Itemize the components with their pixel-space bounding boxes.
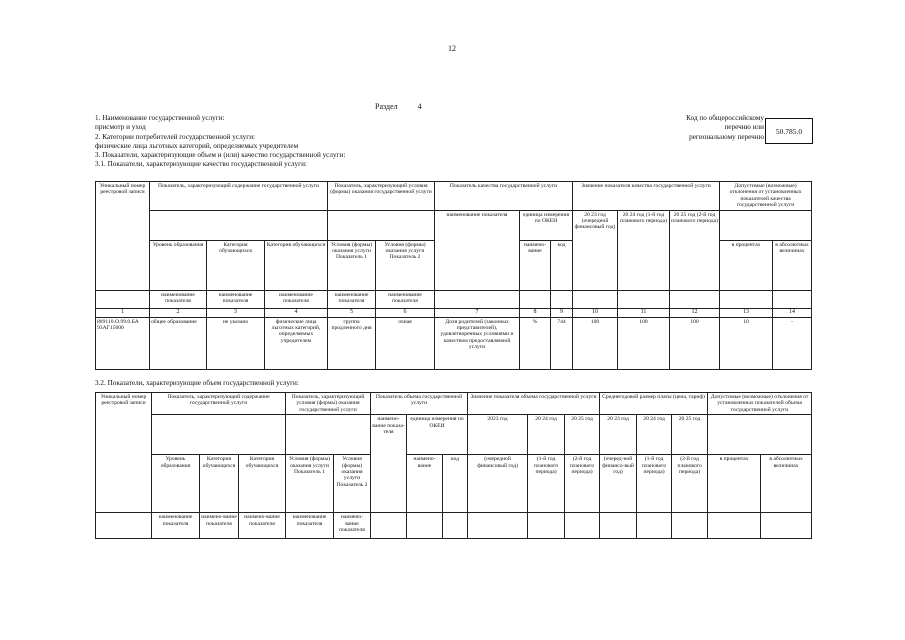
t1-v3: 100 xyxy=(670,317,720,369)
info-line-5: 3. Показатели, характеризующие объем и (или) качество государственной услуги: xyxy=(95,151,346,160)
t2-c-cat1: Категория обучающихся xyxy=(200,455,239,513)
code-label-1: Код по общероссийскому xyxy=(686,114,764,122)
t1-year-3: 20 25 год (2-й год планового периода) xyxy=(670,210,720,290)
t1-h-content: Показатель, характеризующий содержание государственной услуги xyxy=(150,182,328,211)
t2-vy1-desc: (очередной финансовый год) xyxy=(468,455,528,513)
t2-pct: в процентах xyxy=(708,455,761,513)
t2-h-content: Показатель, характеризующий содержание государственной услуги xyxy=(152,393,286,415)
t1-h-cond: Показатель, характеризующий условия (формы) оказания государственной услуги xyxy=(328,182,435,211)
t1-data-row xyxy=(96,317,812,369)
t2-vy3-desc: (2-й год планового периода) xyxy=(565,455,600,513)
t2-ind-2: наимено-вание показателя xyxy=(200,513,239,539)
t2-py2-desc: (1-й год планового периода) xyxy=(637,455,672,513)
t1-level: общее образование xyxy=(150,317,207,369)
t2-py2-year: 20 24 год xyxy=(643,416,665,423)
t1-pct: в процентах xyxy=(720,240,773,290)
t1-h-quality: Показатель качества государственной услуги xyxy=(435,182,573,211)
registry-code: 50.785.0 xyxy=(765,118,813,144)
t2-h-dev: Допустимые (возможные) отклонения от установленных показателей объема государственной услуги xyxy=(708,393,812,415)
service-info xyxy=(95,114,575,170)
t2-ind-1: наименование показателя xyxy=(152,513,200,539)
t1-num: 3 xyxy=(207,308,265,317)
t2-ind-5: наимено-вание показателя xyxy=(334,513,371,539)
t1-cat1: не указано xyxy=(207,317,265,369)
t2-c-cat2: Категория обучающихся xyxy=(239,455,286,513)
t2-py1 xyxy=(600,415,637,455)
t1-c-cond1: Условия (формы) оказания услуги Показатель 1 xyxy=(328,240,376,290)
t1-num: 4 xyxy=(265,308,328,317)
t1-num: 14 xyxy=(773,308,812,317)
t1-c-cat2: Категория обучающихся xyxy=(265,240,328,290)
t1-cond1: группа продленного дня xyxy=(328,317,376,369)
t1-num: 5 xyxy=(328,308,376,317)
t2-vy2 xyxy=(528,415,565,455)
section-label: Раздел xyxy=(375,102,398,111)
volume-table xyxy=(95,392,812,539)
info-line-2: присмотр и уход xyxy=(95,123,146,132)
t2-c-cond1: Условия (формы) оказания услуги Показатель 1 xyxy=(286,455,334,513)
t1-ind-5: наименование показателя xyxy=(376,290,435,308)
section-number: 4 xyxy=(417,102,422,111)
t1-u-name: наимено-вание xyxy=(520,240,551,290)
page-number: 12 xyxy=(448,44,456,53)
t2-py3 xyxy=(672,415,708,455)
code-label-3: региональному перечню xyxy=(689,132,764,141)
t2-u-code: код xyxy=(443,455,468,513)
t1-c-cat1: Категория обучающихся xyxy=(207,240,265,290)
t2-ind-4: наименование показателя xyxy=(286,513,334,539)
t1-num: 10 xyxy=(573,308,618,317)
info-line-4: физические лица льготных категорий, определяемых учредителем xyxy=(95,141,299,150)
section-3-2-title: 3.2. Показатели, характеризующие объем государственной услуги: xyxy=(95,379,299,387)
t2-c-cond2: Условия (формы) оказания услуги Показатель 2 xyxy=(334,455,371,513)
t1-reg: 889110.О.99.0.БА 93АГ15000 xyxy=(96,317,150,369)
t1-abs: в абсолютных величинах xyxy=(773,240,812,290)
info-line-3: 2. Категории потребителей государственной услуги: xyxy=(95,132,256,141)
t1-num: 8 xyxy=(520,308,551,317)
t2-vy2-desc: (1-й год планового периода) xyxy=(528,455,565,513)
code-label-2: перечню или xyxy=(724,123,764,132)
t1-ind-1: наименование показателя xyxy=(150,290,207,308)
t1-h-dev: Допустимые (возможные) отклонения от установленных показателей качества государственной услуги xyxy=(720,182,812,211)
t2-abs: в абсолютных величинах xyxy=(761,455,812,513)
info-line-1: 1. Наименование государственной услуги: xyxy=(95,114,225,122)
t1-dev-pct: 10 xyxy=(720,317,773,369)
t2-py3-desc: (2-й год планового периода) xyxy=(672,455,708,513)
t1-h-values: Значение показателя качества государственной услуги xyxy=(573,182,720,211)
t1-ind-3: наименование показателя xyxy=(265,290,328,308)
quality-table xyxy=(95,181,812,370)
t1-ind-2: наименование показателя xyxy=(207,290,265,308)
t2-h-unit: единица измерения по ОКЕИ xyxy=(407,415,468,455)
t2-vy1-year: 2023 год xyxy=(487,416,508,423)
registry-code-labels xyxy=(640,114,764,142)
t1-h-reg: Уникальный номер реестровой записи xyxy=(96,182,150,291)
t2-h-name: наимено-вание показа-теля xyxy=(371,415,407,513)
t1-cat2: физические лица льготных категорий, определяемых учредителем xyxy=(265,317,328,369)
t1-c-level: Уровень образования xyxy=(150,240,207,290)
t1-num: 7 xyxy=(435,308,520,317)
t2-h-cond: Показатель, характеризующий условия (формы) оказания государственной услуги xyxy=(286,393,371,415)
t2-py1-desc: (очеред-ной финансо-вый год) xyxy=(600,455,637,513)
t1-year-1: 20 23 год (очередной финансовый год) xyxy=(573,210,618,290)
t1-num: 13 xyxy=(720,308,773,317)
t1-year-2: 20 24 год (1-й год планового периода) xyxy=(618,210,670,290)
t1-v1: 100 xyxy=(573,317,618,369)
t1-c-cond2: Условия (формы) оказания услуги Показатель 2 xyxy=(376,240,435,290)
t1-number-row xyxy=(96,308,812,317)
t2-py3-year: 20 25 год xyxy=(678,416,701,423)
t2-u-name: наимено-вание xyxy=(407,455,443,513)
t1-code: 744 xyxy=(551,317,573,369)
t1-dev-abs: - xyxy=(773,317,812,369)
t1-num: 2 xyxy=(150,308,207,317)
t2-h-price: Среднегодовой размер платы (цена, тариф) xyxy=(600,393,708,415)
t1-quality: Доля родителей (законных представителей), удовлетворенных условиями и качеством предоставляемой услуги xyxy=(435,317,520,369)
t1-v2: 100 xyxy=(618,317,670,369)
t2-py1-year: 20 23 год xyxy=(607,416,629,423)
t1-num: 12 xyxy=(670,308,720,317)
t2-py2 xyxy=(637,415,672,455)
section-heading xyxy=(375,102,422,111)
t1-num: 11 xyxy=(618,308,670,317)
info-line-6: 3.1. Показатели, характеризующие качество государственной услуги: xyxy=(95,160,307,169)
t1-u-code: код xyxy=(551,240,573,290)
t2-vy2-year: 20 24 год xyxy=(535,416,557,423)
t2-vy1 xyxy=(468,415,528,455)
t1-h-name: наименование показателя xyxy=(435,210,520,290)
t2-vy3-year: 20 25 год xyxy=(571,416,593,423)
t1-num: 1 xyxy=(96,308,150,317)
t1-cond2: очная xyxy=(376,317,435,369)
t2-h-vol: Показатель объема государственной услуги xyxy=(371,393,468,415)
t1-ind-4: наименование показателя xyxy=(328,290,376,308)
t1-num: 6 xyxy=(376,308,435,317)
t2-h-reg: Уникальный номер реестровой записи xyxy=(96,393,152,513)
t1-h-unit: единица измерения по ОКЕИ xyxy=(520,210,573,240)
t2-c-level: Уровень образования xyxy=(152,455,200,513)
t2-h-vals: Значение показателя объема государственной услуги xyxy=(468,393,600,415)
t2-ind-3: наимено-вание показателя xyxy=(239,513,286,539)
t1-unit: % xyxy=(520,317,551,369)
t2-vy3 xyxy=(565,415,600,455)
t1-num: 9 xyxy=(551,308,573,317)
